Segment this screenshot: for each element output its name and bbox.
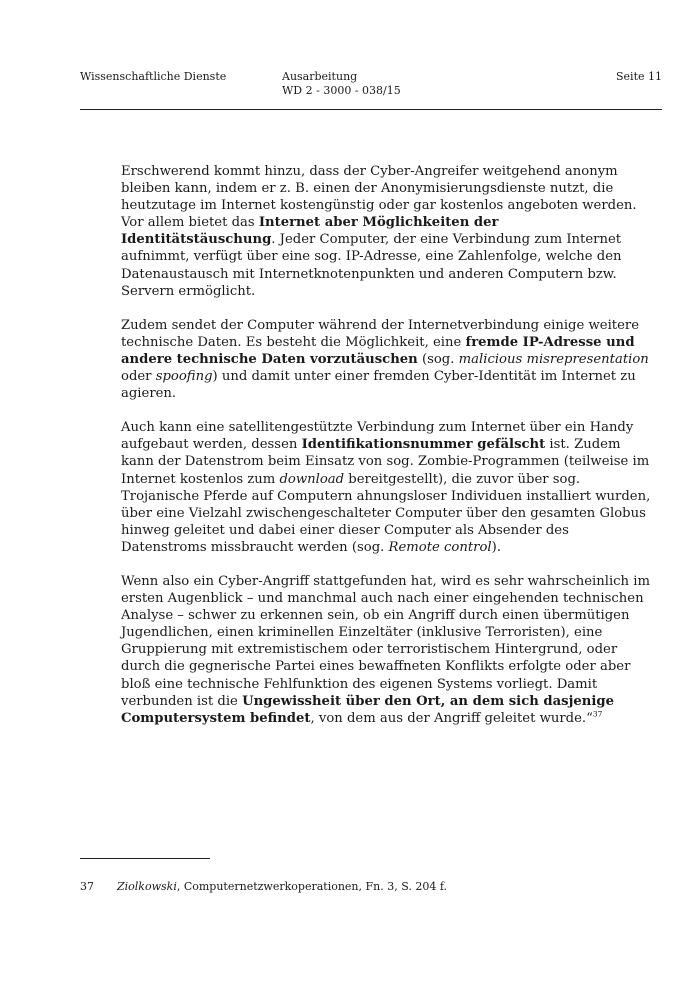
paragraph xyxy=(121,573,652,727)
text-run: ) und damit unter einer fremden Cyber-Identität im Internet zu agieren. xyxy=(121,369,636,402)
footnote-reference: 37 xyxy=(592,709,603,719)
text-run: Auch kann eine satellitengestützte Verbindung zum Internet über ein Handy aufgebaut werden, dessen xyxy=(121,420,634,453)
footnote-author: Ziolkowski xyxy=(117,880,177,893)
text-run: , von dem aus der Angriff geleitet wurde.“ xyxy=(310,710,593,726)
text-run: Zudem sendet der Computer während der Internetverbindung einige weitere technische Daten. Es besteht die Möglichkeit, eine xyxy=(121,317,640,350)
paragraph xyxy=(121,163,652,300)
text-run: . Jeder Computer, der eine Verbindung zum Internet aufnimmt, verfügt über eine sog. IP-Adresse, eine Zahlenfolge, welche den Datenaustausch mit Internetknotenpunkten und anderen Computern bzw. Servern ermöglicht. xyxy=(121,232,622,299)
text-run: oder xyxy=(121,369,156,385)
emphasis-italic: malicious misrepresentation xyxy=(458,351,649,367)
page-header xyxy=(80,70,662,110)
header-doc-id: WD 2 - 3000 - 038/15 xyxy=(282,84,401,97)
text-run: ist. Zudem kann der Datenstrom beim Einsatz von sog. Zombie-Programmen (teilweise im Internet kostenlos zum xyxy=(121,437,650,487)
header-doc-type: Ausarbeitung xyxy=(282,70,358,83)
header-page-number: Seite 11 xyxy=(616,70,662,83)
emphasis-italic: download xyxy=(279,471,345,487)
paragraph xyxy=(121,317,652,402)
header-divider xyxy=(80,109,662,110)
emphasis-bold: Internet aber Möglichkeiten der Identitätstäuschung xyxy=(121,215,499,248)
text-run: Wenn also ein Cyber-Angriff stattgefunden hat, wird es sehr wahrscheinlich im ersten Augenblick – und manchmal auch nach einer eingehenden technischen Analyse – schwer zu erkennen sein, ob ein Angriff durch einen übermütigen Jugendlichen, einen kriminellen Einzeltäter (inklusive Terroristen), eine Gruppierung mit extremistischem oder terroristischem Hintergrund, oder durch die gegnerische Partei eines bewaffneten Konflikts erfolgte oder aber bloß eine technische Fehlfunktion des eigenen Systems vorliegt. Damit verbunden ist die xyxy=(121,573,650,709)
emphasis-bold: Ungewissheit über den Ort, an dem sich dasjenige Computersystem befindet xyxy=(121,693,614,726)
footnote-divider xyxy=(80,858,210,859)
footnote-citation: , Computernetzwerkoperationen, Fn. 3, S. 204 f. xyxy=(176,880,448,893)
emphasis-bold: Identifikationsnummer gefälscht xyxy=(301,437,546,453)
text-run: bereitgestellt), die zuvor über sog. Trojanische Pferde auf Computern ahnungsloser Individuen installiert wurden, über eine Vielzahl zwischengeschalteter Computer über den gesamten Globus hinweg geleitet und dabei einer dieser Computer als Absender des Datenstroms missbraucht werden (sog. xyxy=(121,471,651,555)
emphasis-bold: fremde IP-Adresse und andere technische Daten vorzutäuschen xyxy=(121,334,635,367)
text-run: Erschwerend kommt hinzu, dass der Cyber-Angreifer weitgehend anonym bleiben kann, indem er z. B. einen der Anonymisierungsdienste nutzt, die heutzutage im Internet kostengünstig oder gar kostenlos angeboten werden. Vor allem bietet das xyxy=(121,164,637,231)
header-org: Wissenschaftliche Dienste xyxy=(80,70,227,83)
footnote-text xyxy=(117,880,447,894)
paragraph xyxy=(121,419,652,556)
header-doc-info xyxy=(282,70,401,98)
text-run: (sog. xyxy=(417,351,459,367)
emphasis-italic: Remote control xyxy=(388,539,492,555)
text-run: ). xyxy=(491,539,501,555)
emphasis-italic: spoofing xyxy=(155,369,213,385)
body-text xyxy=(121,163,652,744)
footnote-number: 37 xyxy=(80,880,94,893)
